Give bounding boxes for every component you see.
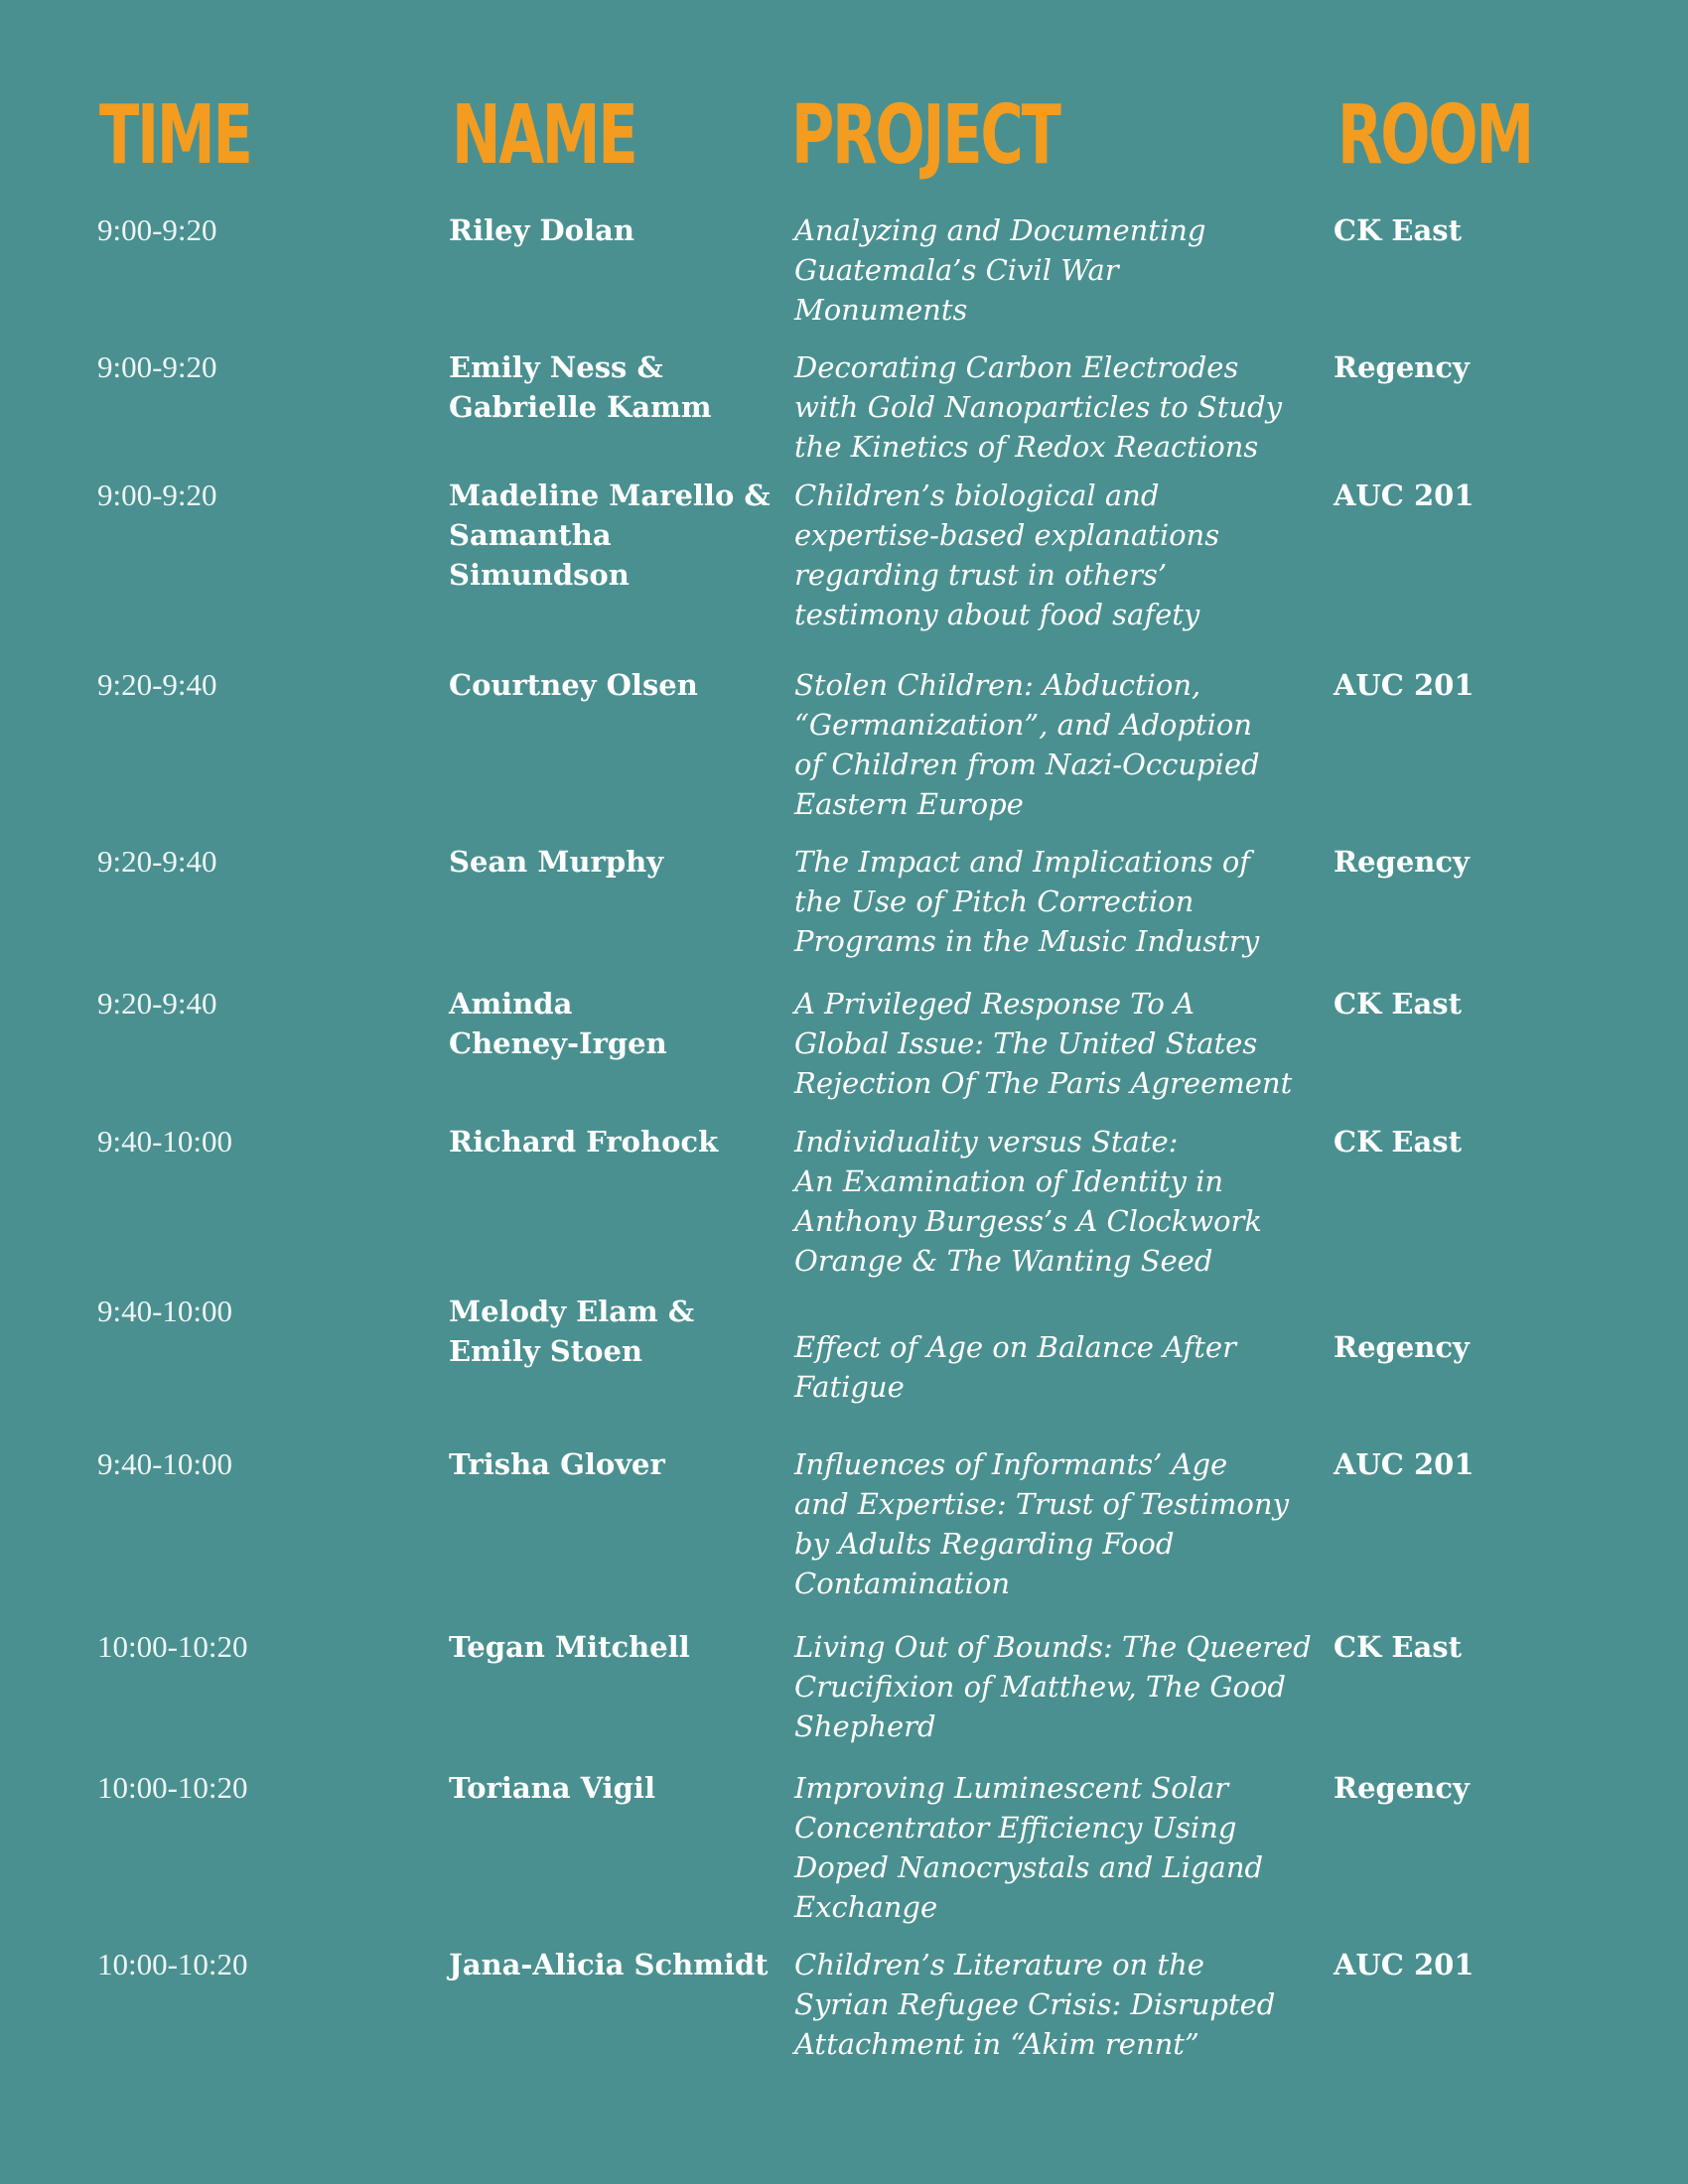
presenter-name-cell	[449, 476, 786, 595]
project-title-line: A Privileged Response To A	[794, 987, 1195, 1021]
presenter-name-line: Tegan Mitchell	[449, 1630, 690, 1664]
time-cell: 9:00-9:20	[97, 212, 217, 247]
presenter-name-line: Cheney-Irgen	[449, 1026, 667, 1060]
project-title-line: by Adults Regarding Food	[794, 1527, 1175, 1561]
room-cell: CK East	[1334, 1630, 1462, 1664]
project-title-cell	[794, 1122, 1326, 1281]
project-title-cell	[794, 1444, 1326, 1603]
presenter-name-line: Aminda	[449, 987, 573, 1021]
project-title-line: Contamination	[794, 1567, 1011, 1600]
project-title-line: Fatigue	[794, 1370, 905, 1404]
project-title-line: Attachment in “Akim rennt”	[794, 2027, 1199, 2061]
project-title-line: Programs in the Music Industry	[794, 924, 1260, 958]
presenter-name-cell	[449, 1768, 786, 1808]
time-column-header: TIME	[99, 88, 251, 183]
project-title-line: Shepherd	[794, 1709, 936, 1743]
project-title-line: Children’s biological and	[794, 478, 1160, 512]
time-cell: 10:00-10:20	[97, 1629, 248, 1664]
project-title-line: An Examination of Identity in	[794, 1164, 1224, 1198]
project-title-cell	[794, 1945, 1326, 2064]
room-cell: Regency	[1334, 845, 1470, 879]
project-title-line: Children’s Literature on the	[794, 1948, 1204, 1981]
project-title-line: Individuality versus State:	[794, 1125, 1179, 1159]
project-title-line: Eastern Europe	[794, 787, 1024, 821]
presenter-name-line: Samantha	[449, 518, 612, 552]
name-column-header: NAME	[452, 88, 636, 183]
presenter-name-line: Simundson	[449, 558, 630, 592]
room-cell: Regency	[1334, 350, 1470, 384]
project-title-line: Exchange	[794, 1890, 938, 1924]
project-title-line: Living Out of Bounds: The Queered	[794, 1630, 1312, 1664]
project-title-line: Anthony Burgess’s A Clockwork	[794, 1204, 1262, 1238]
room-cell: Regency	[1334, 1771, 1470, 1805]
presenter-name-line: Emily Stoen	[449, 1334, 642, 1368]
time-cell: 9:40-10:00	[97, 1294, 233, 1328]
project-title-line: Stolen Children: Abduction,	[794, 668, 1201, 702]
project-title-line: regarding trust in others’	[794, 558, 1168, 592]
room-cell: AUC 201	[1334, 1948, 1475, 1981]
time-cell: 9:00-9:20	[97, 349, 217, 384]
room-cell: CK East	[1334, 987, 1462, 1021]
presenter-name-line: Emily Ness &	[449, 350, 663, 384]
project-title-line: The Impact and Implications of	[794, 845, 1251, 879]
project-title-line: Guatemala’s Civil War	[794, 253, 1119, 287]
project-title-cell	[794, 210, 1326, 330]
presenter-name-cell	[449, 1122, 786, 1161]
project-title-cell	[794, 347, 1326, 467]
project-title-line: Improving Luminescent Solar	[794, 1771, 1229, 1805]
project-column-header: PROJECT	[791, 88, 1059, 183]
project-title-line: the Use of Pitch Correction	[794, 885, 1195, 918]
presenter-name-line: Gabrielle Kamm	[449, 390, 712, 424]
time-cell: 9:20-9:40	[97, 986, 217, 1021]
project-title-cell	[794, 665, 1326, 824]
presenter-name-line: Richard Frohock	[449, 1125, 719, 1159]
time-cell: 9:40-10:00	[97, 1446, 233, 1481]
project-title-line: “Germanization”, and Adoption	[794, 708, 1252, 742]
project-title-line: expertise-based explanations	[794, 518, 1220, 552]
presenter-name-line: Trisha Glover	[449, 1447, 665, 1481]
project-title-line: Crucifixion of Matthew, The Good	[794, 1670, 1286, 1704]
presenter-name-cell	[449, 1945, 786, 1984]
project-title-cell	[794, 842, 1326, 961]
time-cell: 9:20-9:40	[97, 667, 217, 702]
presenter-name-line: Sean Murphy	[449, 845, 664, 879]
presenter-name-cell	[449, 665, 786, 705]
project-title-cell	[794, 984, 1326, 1103]
project-title-cell	[794, 1327, 1326, 1407]
time-cell: 10:00-10:20	[97, 1947, 248, 1981]
project-title-line: testimony about food safety	[794, 598, 1200, 631]
project-title-line: Syrian Refugee Crisis: Disrupted	[794, 1987, 1276, 2021]
project-title-line: Doped Nanocrystals and Ligand	[794, 1850, 1264, 1884]
room-cell: CK East	[1334, 1125, 1462, 1159]
presenter-name-cell	[449, 210, 786, 250]
project-title-line: Influences of Informants’ Age	[794, 1447, 1228, 1481]
project-title-line: Decorating Carbon Electrodes	[794, 350, 1239, 384]
presenter-name-line: Jana-Alicia Schmidt	[449, 1948, 769, 1981]
time-cell: 10:00-10:20	[97, 1770, 248, 1805]
presenter-name-cell	[449, 842, 786, 882]
project-title-cell	[794, 1768, 1326, 1927]
project-title-line: and Expertise: Trust of Testimony	[794, 1487, 1289, 1521]
project-title-line: Analyzing and Documenting	[794, 213, 1206, 247]
room-cell: CK East	[1334, 213, 1462, 247]
project-title-line: Monuments	[794, 293, 968, 327]
project-title-line: Rejection Of The Paris Agreement	[794, 1066, 1293, 1100]
time-cell: 9:00-9:20	[97, 478, 217, 512]
project-title-line: of Children from Nazi-Occupied	[794, 748, 1260, 781]
presenter-name-line: Madeline Marello &	[449, 478, 771, 512]
presenter-name-line: Toriana Vigil	[449, 1771, 655, 1805]
presenter-name-line: Melody Elam &	[449, 1295, 695, 1328]
room-cell: AUC 201	[1334, 478, 1475, 512]
presenter-name-cell	[449, 347, 786, 427]
presenter-name-line: Riley Dolan	[449, 213, 634, 247]
presenter-name-line: Courtney Olsen	[449, 668, 698, 702]
project-title-line: Effect of Age on Balance After	[794, 1330, 1236, 1364]
room-cell: AUC 201	[1334, 668, 1475, 702]
presenter-name-cell	[449, 1444, 786, 1484]
project-title-cell	[794, 1627, 1326, 1746]
time-cell: 9:20-9:40	[97, 844, 217, 879]
project-title-line: Global Issue: The United States	[794, 1026, 1258, 1060]
project-title-cell	[794, 476, 1326, 634]
project-title-line: Concentrator Efficiency Using	[794, 1811, 1237, 1844]
room-column-header: ROOM	[1337, 88, 1532, 183]
presenter-name-cell	[449, 984, 786, 1063]
presenter-name-cell	[449, 1627, 786, 1667]
room-cell: AUC 201	[1334, 1447, 1475, 1481]
project-title-line: with Gold Nanoparticles to Study	[794, 390, 1283, 424]
time-cell: 9:40-10:00	[97, 1124, 233, 1159]
presenter-name-cell	[449, 1292, 786, 1371]
project-title-line: Orange & The Wanting Seed	[794, 1244, 1213, 1278]
project-title-line: the Kinetics of Redox Reactions	[794, 430, 1259, 464]
room-cell: Regency	[1334, 1330, 1470, 1364]
